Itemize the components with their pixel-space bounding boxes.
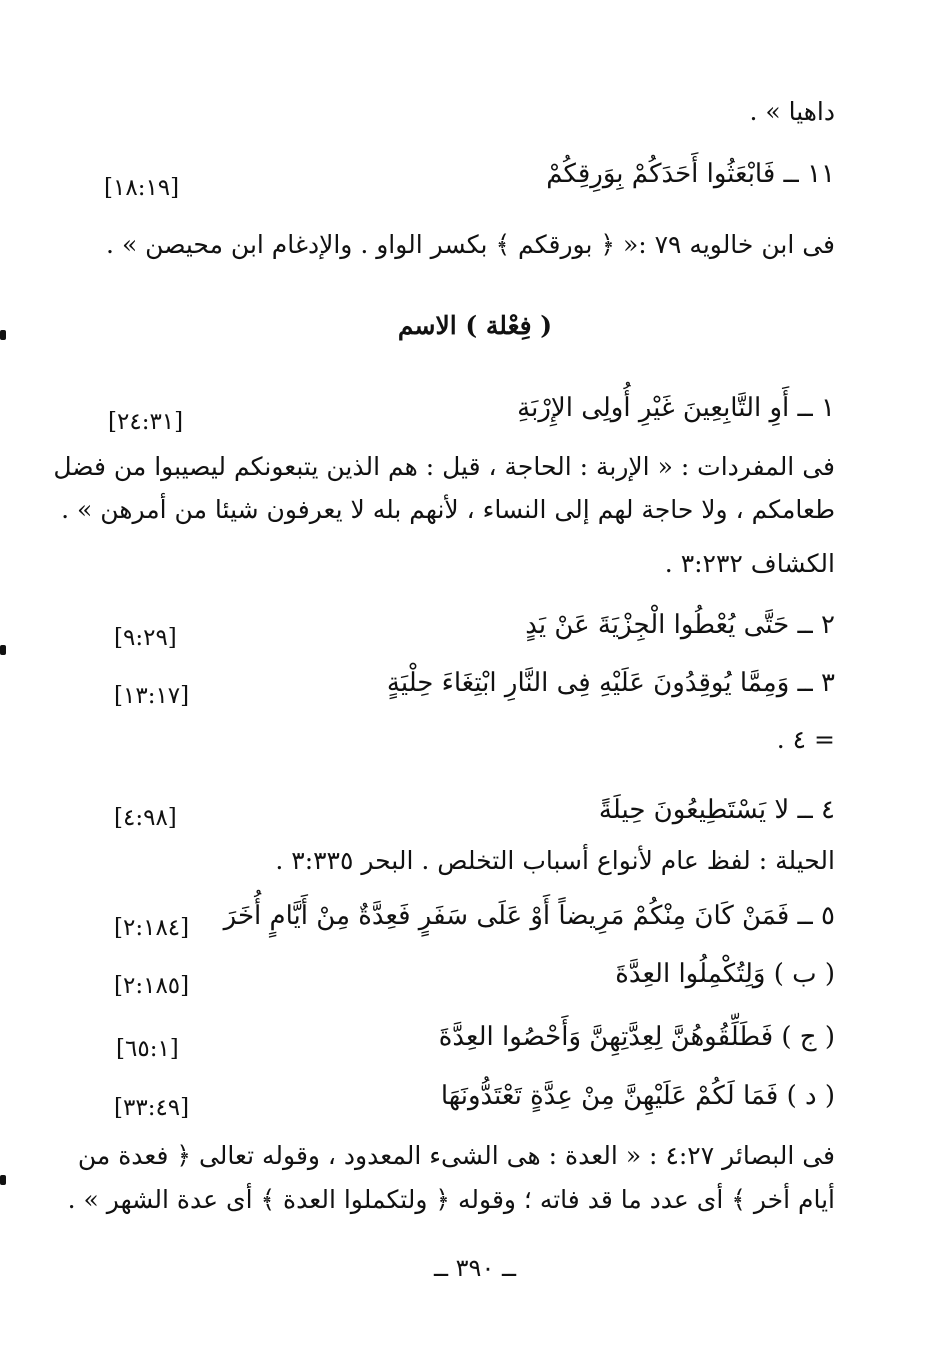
verse-reference: [٢٤:٣١] [108,409,184,435]
verse-reference: [١٨:١٩] [104,175,180,201]
verse-reference: [٤:٩٨] [114,805,177,831]
margin-mark [0,330,6,340]
text-line: داهيا » . [749,97,835,126]
verse-line: ( د ) فَمَا لَكُمْ عَلَيْهِنَّ مِنْ عِدَّةٍ تَعْتَدُّونَهَا [440,1081,835,1111]
verse-line: ١١ ــ فَابْعَثُوا أَحَدَكُمْ بِوَرِقِكُمْ [546,159,835,189]
section-heading: ( فِعْلة ) الاسم [397,311,553,340]
verse-reference: [٢:١٨٥] [114,973,190,999]
text-line: فى ابن خالويه ٧٩ :« ﴿ بورقكم ﴾ بكسر الواو . والإدغام ابن محيصن » . [106,230,835,259]
text-line: فى البصائر ٤:٢٧ : « العدة : هى الشىء المعدود ، وقوله تعالى ﴿ فعدة من [77,1141,835,1170]
verse-line: ٤ ــ لا يَسْتَطِيعُونَ حِيلَةً [598,795,835,825]
text-line: الكشاف ٣:٢٣٢ . [664,549,835,578]
verse-line: ٢ ــ حَتَّى يُعْطُوا الْجِزْيَةَ عَنْ يَدٍ [525,610,835,640]
verse-line: ( ب ) وَلِتُكْمِلُوا العِدَّةَ [615,959,835,989]
verse-reference: [٣٣:٤٩] [114,1095,190,1121]
text-line: = ٤ . [776,725,835,754]
verse-reference: [١٣:١٧] [114,683,190,709]
verse-line: ١ ــ أَوِ التَّابِعِينَ غَيْرِ أُولِى الإِرْبَةِ [517,393,835,423]
verse-reference: [٢:١٨٤] [114,915,190,941]
text-line: فى المفردات : « الإربة : الحاجة ، قيل : هم الذين يتبعونكم ليصيبوا من فضل [53,452,835,481]
verse-line: ( ج ) فَطَلِّقُوهُنَّ لِعِدَّتِهِنَّ وَأَحْصُوا العِدَّةَ [438,1022,835,1052]
margin-mark [0,645,6,655]
text-line: طعامكم ، ولا حاجة لهم إلى النساء ، لأنهم بله لا يعرفون شيئا من أمرهن » . [61,495,835,524]
verse-line: ٥ ــ فَمَنْ كَانَ مِنْكُمْ مَرِيضاً أَوْ عَلَى سَفَرٍ فَعِدَّةٌ مِنْ أَيَّامٍ أُخَرَ [223,901,835,931]
margin-mark [0,1175,6,1185]
text-line: أيام أخر ﴾ أى عدد ما قد فاته ؛ وقوله ﴿ ولتكملوا العدة ﴾ أى عدة الشهر » . [67,1185,835,1214]
page-number: ــ ٣٩٠ ــ [433,1254,517,1282]
verse-reference: [٩:٢٩] [114,625,177,651]
verse-reference: [٦٥:١] [116,1036,179,1062]
verse-line: ٣ ــ وَمِمَّا يُوقِدُونَ عَلَيْهِ فِى النَّارِ ابْتِغَاءَ حِلْيَةٍ [386,668,835,698]
text-line: الحيلة : لفظ عام لأنواع أسباب التخلص . البحر ٣:٣٣٥ . [275,846,835,875]
